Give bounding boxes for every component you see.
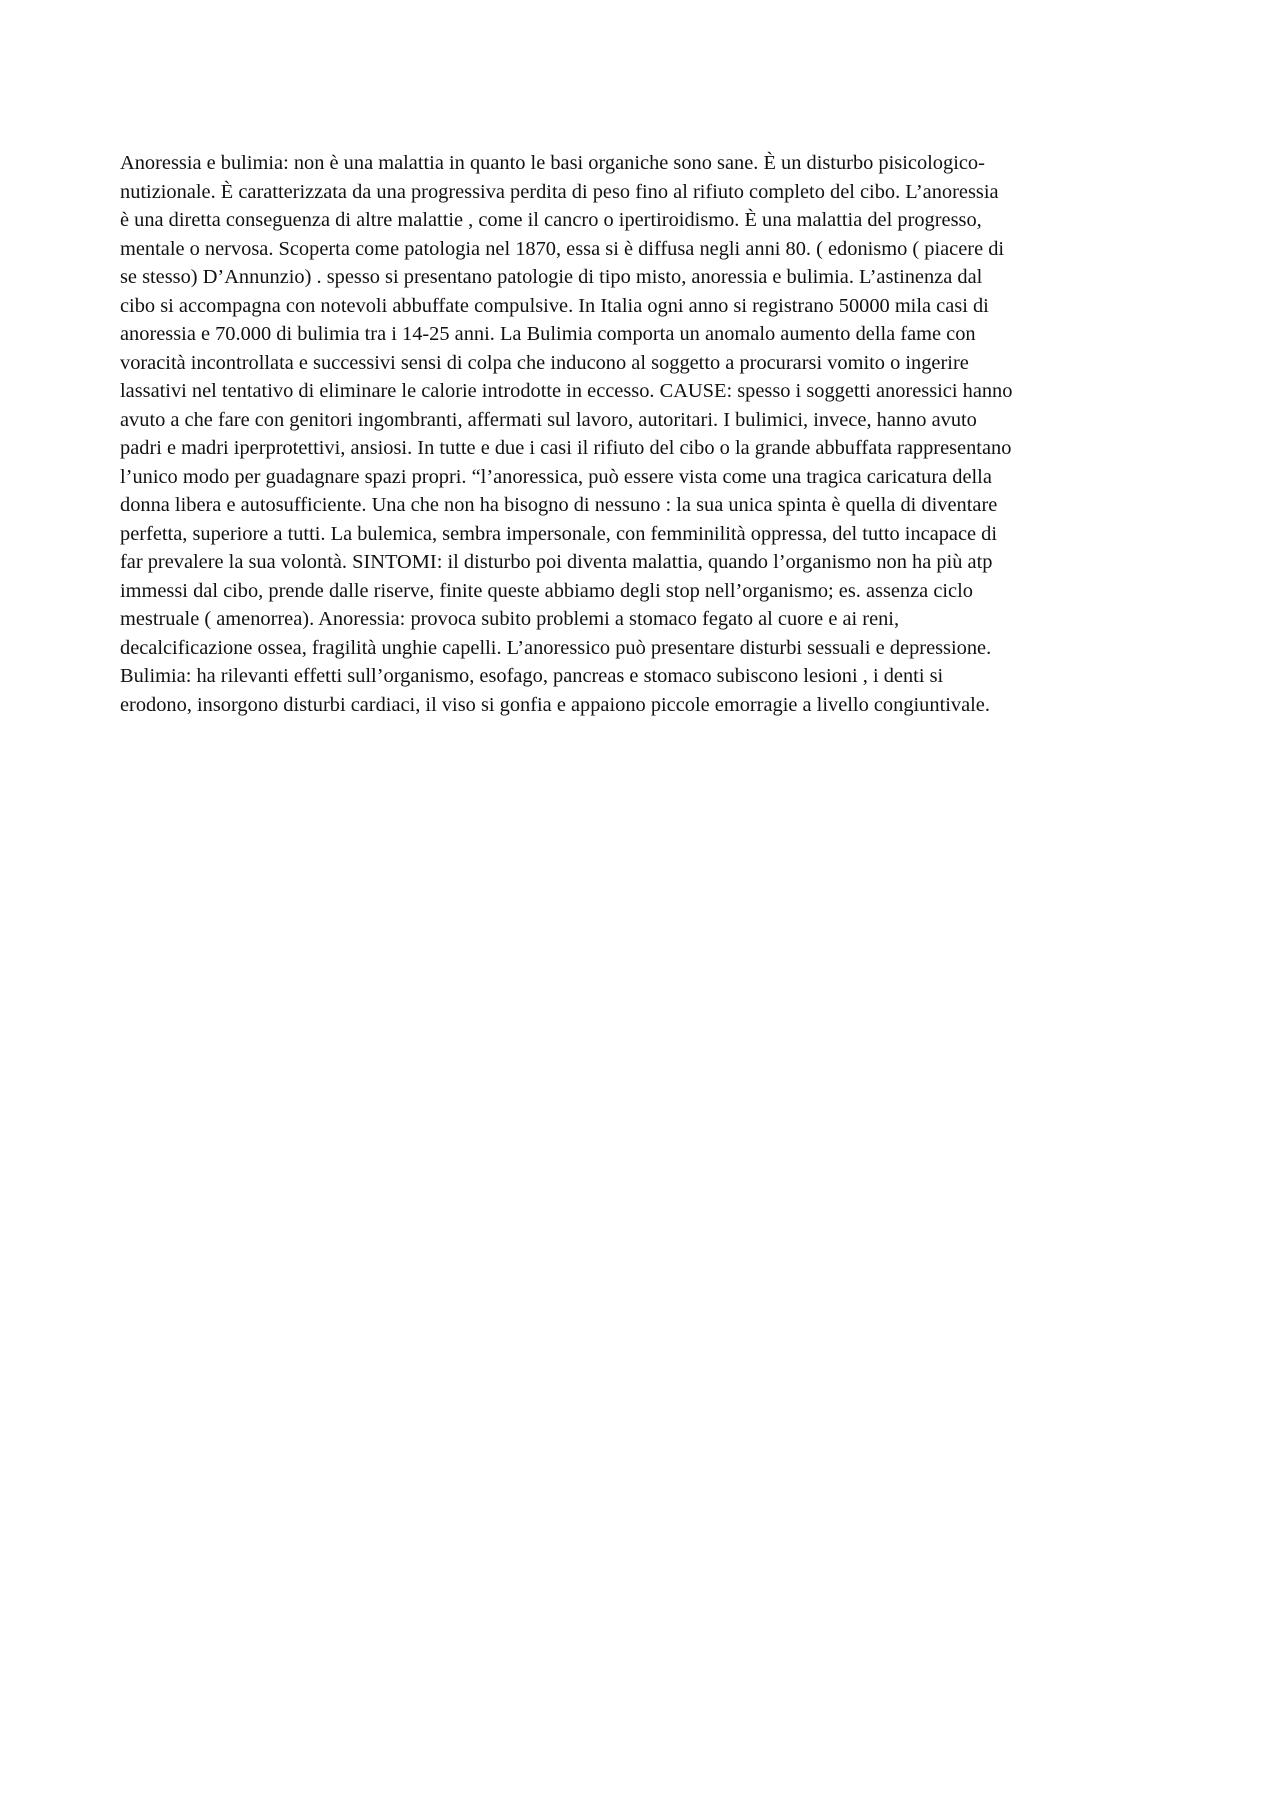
- text-line: donna libera e autosufficiente. Una che non ha bisogno di nessuno : la sua unica spinta è quella di diventare: [120, 494, 998, 516]
- text-line: far prevalere la sua volontà. SINTOMI: il disturbo poi diventa malattia, quando l’organismo non ha più atp: [120, 551, 993, 573]
- text-line: Bulimia: ha rilevanti effetti sull’organismo, esofago, pancreas e stomaco subiscono lesioni , i denti si: [120, 665, 944, 687]
- text-line: avuto a che fare con genitori ingombranti, affermati sul lavoro, autoritari. I bulimici, invece, hanno avuto: [120, 408, 977, 431]
- text-line: decalcificazione ossea, fragilità unghie capelli. L’anoressico può presentare disturbi sessuali e depressione.: [120, 636, 992, 659]
- text-line: voracità incontrollata e successivi sensi di colpa che inducono al soggetto a procurarsi vomito o ingerire: [120, 351, 969, 374]
- text-line: immessi dal cibo, prende dalle riserve, finite queste abbiamo degli stop nell’organismo; es. assenza ciclo: [120, 579, 973, 602]
- text-line: perfetta, superiore a tutti. La bulemica, sembra impersonale, con femminilità oppressa, del tutto incapace di: [120, 522, 998, 545]
- text-line: padri e madri iperprotettivi, ansiosi. In tutte e due i casi il rifiuto del cibo o la grande abbuffata rappresentano: [120, 437, 1012, 459]
- text-line: mestruale ( amenorrea). Anoressia: provoca subito problemi a stomaco fegato al cuore e ai reni,: [120, 608, 900, 630]
- text-line: nutizionale. È caratterizzata da una progressiva perdita di peso fino al rifiuto completo del cibo. L’anoressia: [120, 180, 999, 203]
- text-line: erodono, insorgono disturbi cardiaci, il viso si gonfia e appaiono piccole emorragie a livello congiuntivale.: [120, 693, 990, 716]
- body-paragraph: [120, 149, 1164, 719]
- text-line: cibo si accompagna con notevoli abbuffate compulsive. In Italia ogni anno si registrano 50000 mila casi di: [120, 294, 989, 317]
- text-line: è una diretta conseguenza di altre malattie , come il cancro o ipertiroidismo. È una malattia del progresso,: [120, 209, 982, 231]
- text-line: Anoressia e bulimia: non è una malattia in quanto le basi organiche sono sane. È un disturbo pisicologico-: [120, 152, 985, 174]
- text-line: lassativi nel tentativo di eliminare le calorie introdotte in eccesso. CAUSE: spesso i soggetti anoressici hanno: [120, 380, 1013, 402]
- text-line: se stesso) D’Annunzio) . spesso si presentano patologie di tipo misto, anoressia e bulimia. L’astinenza dal: [120, 266, 983, 288]
- text-line: l’unico modo per guadagnare spazi propri. “l’anoressica, può essere vista come una tragica caricatura della: [120, 465, 992, 488]
- text-line: mentale o nervosa. Scoperta come patologia nel 1870, essa si è diffusa negli anni 80. ( edonismo ( piacere di: [120, 237, 1005, 260]
- text-line: anoressia e 70.000 di bulimia tra i 14-25 anni. La Bulimia comporta un anomalo aumento della fame con: [120, 323, 976, 345]
